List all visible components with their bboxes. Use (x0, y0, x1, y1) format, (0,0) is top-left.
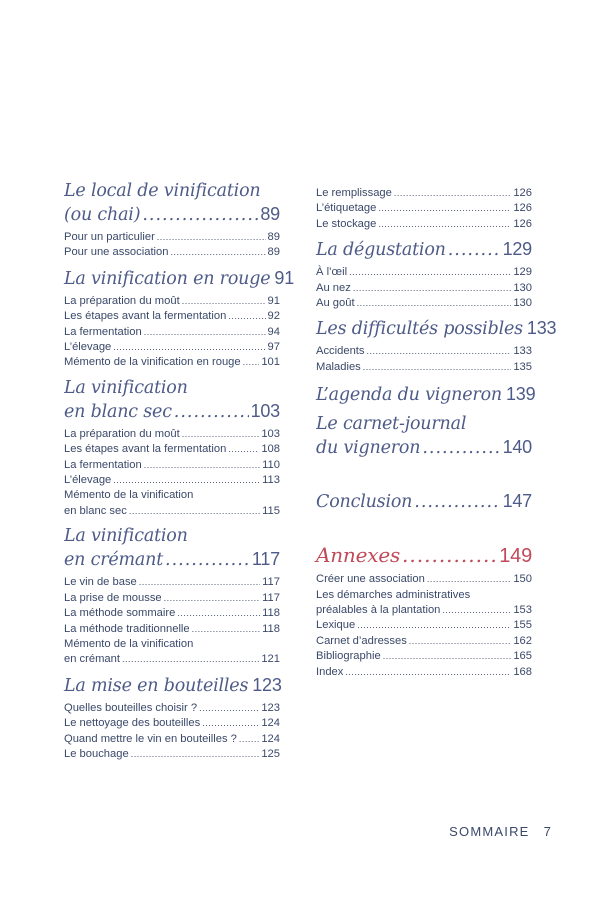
toc-section (316, 317, 557, 375)
toc-entry[interactable]: Le vin de base ..... 117 (64, 575, 280, 590)
toc-right-column (316, 186, 557, 686)
toc-section-annexes (316, 542, 532, 680)
section-title[interactable]: Le local de vinification (ou chai) ..... 89 (64, 180, 280, 227)
toc-entry-line[interactable]: Mémento de la vinification (64, 489, 194, 502)
section-page-number: 149 (499, 545, 532, 568)
toc-section (64, 525, 280, 667)
section-page-number: 89 (260, 204, 280, 224)
toc-entry[interactable]: La prise de mousse ..... 117 (64, 591, 280, 606)
page-footer (449, 824, 552, 839)
toc-entry[interactable]: Pour un particulier ..... 89 (64, 230, 280, 245)
toc-entry[interactable]: Le stockage ..... 126 (316, 217, 532, 232)
section-title[interactable]: La vinification en blanc sec ..... 103 (64, 377, 280, 424)
toc-section (64, 267, 295, 371)
section-title[interactable]: La vinification en rouge 91 (64, 267, 295, 289)
section-page-number: 103 (250, 400, 280, 421)
running-header-label: SOMMAIRE (449, 824, 530, 839)
toc-entry[interactable]: La préparation du moût ..... 103 (64, 427, 280, 442)
section-page-number: 140 (502, 437, 532, 458)
toc-entry[interactable]: Le bouchage ..... 125 (64, 747, 280, 762)
section-title[interactable]: Les difficultés possibles 133 (316, 318, 557, 340)
toc-entry[interactable]: Lexique ..... 155 (316, 618, 532, 633)
toc-entry[interactable]: Quelles bouteilles choisir ? ..... 123 (64, 701, 280, 716)
toc-entry-line[interactable]: Les démarches administratives (316, 588, 471, 601)
section-title[interactable]: Le carnet-journal du vigneron ..... 140 (316, 413, 532, 460)
toc-entry[interactable]: Créer une association ..... 150 (316, 572, 532, 587)
toc-entry[interactable]: La préparation du moût ..... 91 (64, 294, 280, 309)
toc-entry[interactable]: L’élevage ..... 113 (64, 473, 280, 488)
toc-entry-line[interactable]: Mémento de la vinification (64, 637, 194, 650)
toc-section (64, 180, 280, 261)
section-page-number: 139 (505, 384, 536, 405)
section-title[interactable]: La mise en bouteilles 123 (64, 674, 282, 696)
toc-entry[interactable]: Carnet d’adresses ..... 162 (316, 634, 532, 649)
toc-entry[interactable]: Les étapes avant la fermentation ..... 92 (64, 309, 280, 324)
toc-entry[interactable]: en blanc sec ..... 115 (64, 504, 280, 519)
section-title[interactable]: Annexes ..... 149 (316, 542, 532, 569)
section-title[interactable]: L’agenda du vigneron 139 (316, 384, 536, 406)
toc-entry[interactable]: Index ..... 168 (316, 665, 532, 680)
toc-entry[interactable]: Maladies ..... 135 (316, 360, 532, 375)
toc-entry[interactable]: préalables à la plantation ..... 153 (316, 603, 532, 618)
toc-section (64, 377, 280, 519)
toc-entry[interactable]: À l’œil ..... 129 (316, 265, 532, 280)
section-page-number: 147 (502, 491, 532, 512)
toc-entry[interactable]: Mémento de la vinification en rouge ..... 101 (64, 355, 280, 370)
toc-entry[interactable]: Le remplissage ..... 126 (316, 186, 532, 201)
toc-entry[interactable]: Les étapes avant la fermentation ..... 108 (64, 442, 280, 457)
section-title[interactable]: La dégustation ..... 129 (316, 238, 532, 262)
toc-section (316, 490, 532, 514)
section-page-number: 123 (252, 674, 282, 695)
toc-entry[interactable]: Bibliographie ..... 165 (316, 649, 532, 664)
toc-entry[interactable]: La fermentation ..... 94 (64, 325, 280, 340)
toc-entry[interactable]: Au nez ..... 130 (316, 281, 532, 296)
toc-entry[interactable]: en crémant ..... 121 (64, 652, 280, 667)
section-title[interactable]: La vinification en crémant ..... 117 (64, 525, 280, 572)
toc-entry[interactable]: La méthode traditionnelle ..... 118 (64, 622, 280, 637)
toc-section (316, 383, 536, 407)
section-page-number: 129 (502, 239, 532, 260)
toc-section (64, 674, 280, 763)
toc-section (316, 238, 532, 311)
toc-entry[interactable]: Au goût ..... 130 (316, 296, 532, 311)
toc-entry[interactable]: Quand mettre le vin en bouteilles ? ..... 124 (64, 732, 280, 747)
section-page-number: 91 (274, 267, 295, 288)
section-page-number: 117 (251, 549, 280, 570)
page-number: 7 (543, 824, 552, 839)
section-page-number: 133 (526, 318, 557, 339)
toc-left-column (64, 180, 295, 768)
toc-entry[interactable]: L’élevage ..... 97 (64, 340, 280, 355)
toc-section (316, 413, 532, 460)
toc-entry[interactable]: Pour une association ..... 89 (64, 245, 280, 260)
toc-entry[interactable]: L’étiquetage ..... 126 (316, 201, 532, 216)
section-title[interactable]: Conclusion ..... 147 (316, 490, 532, 514)
toc-entry[interactable]: Le nettoyage des bouteilles ..... 124 (64, 716, 280, 731)
toc-entry[interactable]: La méthode sommaire ..... 118 (64, 606, 280, 621)
toc-entry[interactable]: Accidents ..... 133 (316, 344, 532, 359)
toc-entry[interactable]: La fermentation ..... 110 (64, 458, 280, 473)
